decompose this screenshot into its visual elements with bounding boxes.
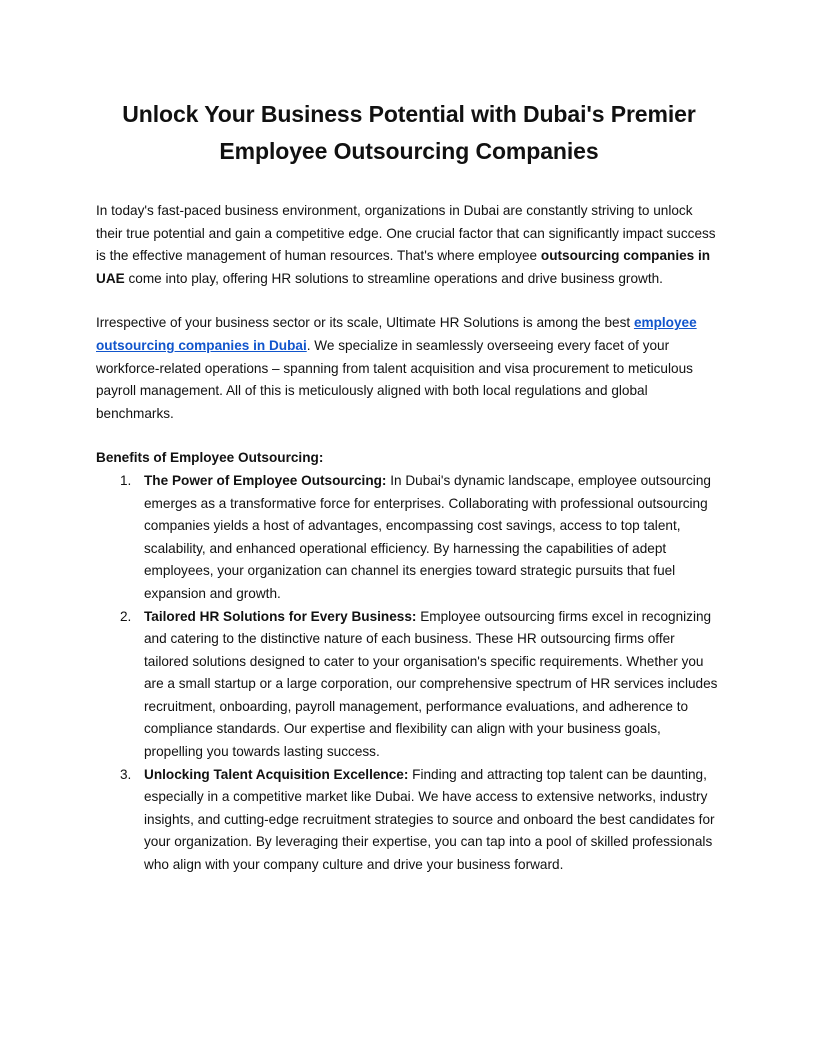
list-item-text: Employee outsourcing firms excel in recognizing and catering to the distinctive nature of each business. These HR outsourcing firms offer tailored solutions designed to cater to your organisation's specific requirements. Whether you are a small startup or a large corporation, our comprehensive spectrum of HR services includes recruitment, onboarding, payroll management, performance evaluations, and adherence to compliance standards. Our expertise and flexibility can align with your business goals, propelling you towards lasting success. xyxy=(144,608,718,760)
benefits-heading: Benefits of Employee Outsourcing: xyxy=(96,450,324,466)
page-title xyxy=(96,96,722,170)
list-item-text: In Dubai's dynamic landscape, employee outsourcing emerges as a transformative force for enterprises. Collaborating with professional outsourcing companies yields a host of advantages, encompassing cost savings, access to top talent, scalability, and enhanced operational efficiency. By harnessing the capabilities of adept employees, your organization can channel its energies toward strategic pursuits that fuel expansion and growth. xyxy=(144,472,711,601)
intro-bold-phrase: outsourcing companies in UAE xyxy=(96,248,711,286)
intro-text-2: come into play, offering HR solutions to streamline operations and drive business growth. xyxy=(124,270,663,286)
list-item-text: Finding and attracting top talent can be daunting, especially in a competitive market like Dubai. We have access to extensive networks, industry insights, and cutting-edge recruitment strategies to source and onboard the best candidates for your organization. By leveraging their expertise, you can tap into a pool of skilled professionals who align with your company culture and drive your business forward. xyxy=(144,766,715,873)
list-item xyxy=(96,470,722,606)
intro-text-1: In today's fast-paced business environment, organizations in Dubai are constantly striving to unlock their true potential and gain a competitive edge. One crucial factor that can significantly impact success is the effective management of human resources. That's where employee xyxy=(96,203,716,264)
list-item-number: 2. xyxy=(120,608,132,624)
second-text-1: Irrespective of your business sector or its scale, Ultimate HR Solutions is among the best xyxy=(96,315,634,331)
list-item-number: 1. xyxy=(120,472,132,488)
document-page xyxy=(96,96,722,877)
outsourcing-companies-link[interactable]: employee outsourcing companies in Dubai xyxy=(96,315,697,353)
title-line-2: Employee Outsourcing Companies xyxy=(219,138,599,164)
list-item-title: Tailored HR Solutions for Every Business: xyxy=(144,608,417,624)
second-paragraph xyxy=(96,312,722,425)
intro-paragraph xyxy=(96,200,722,290)
title-line-1: Unlock Your Business Potential with Dubai's Premier xyxy=(122,101,696,127)
list-item xyxy=(96,606,722,764)
list-item-title: The Power of Employee Outsourcing: xyxy=(144,472,387,488)
second-text-2: . We specialize in seamlessly overseeing every facet of your workforce-related operations – spanning from talent acquisition and visa procurement to meticulous payroll management. All of this is meticulously aligned with both local regulations and global benchmarks. xyxy=(96,337,693,421)
benefits-list xyxy=(96,470,722,877)
list-item-number: 3. xyxy=(120,766,132,782)
list-item xyxy=(96,764,722,877)
list-item-title: Unlocking Talent Acquisition Excellence: xyxy=(144,766,409,782)
